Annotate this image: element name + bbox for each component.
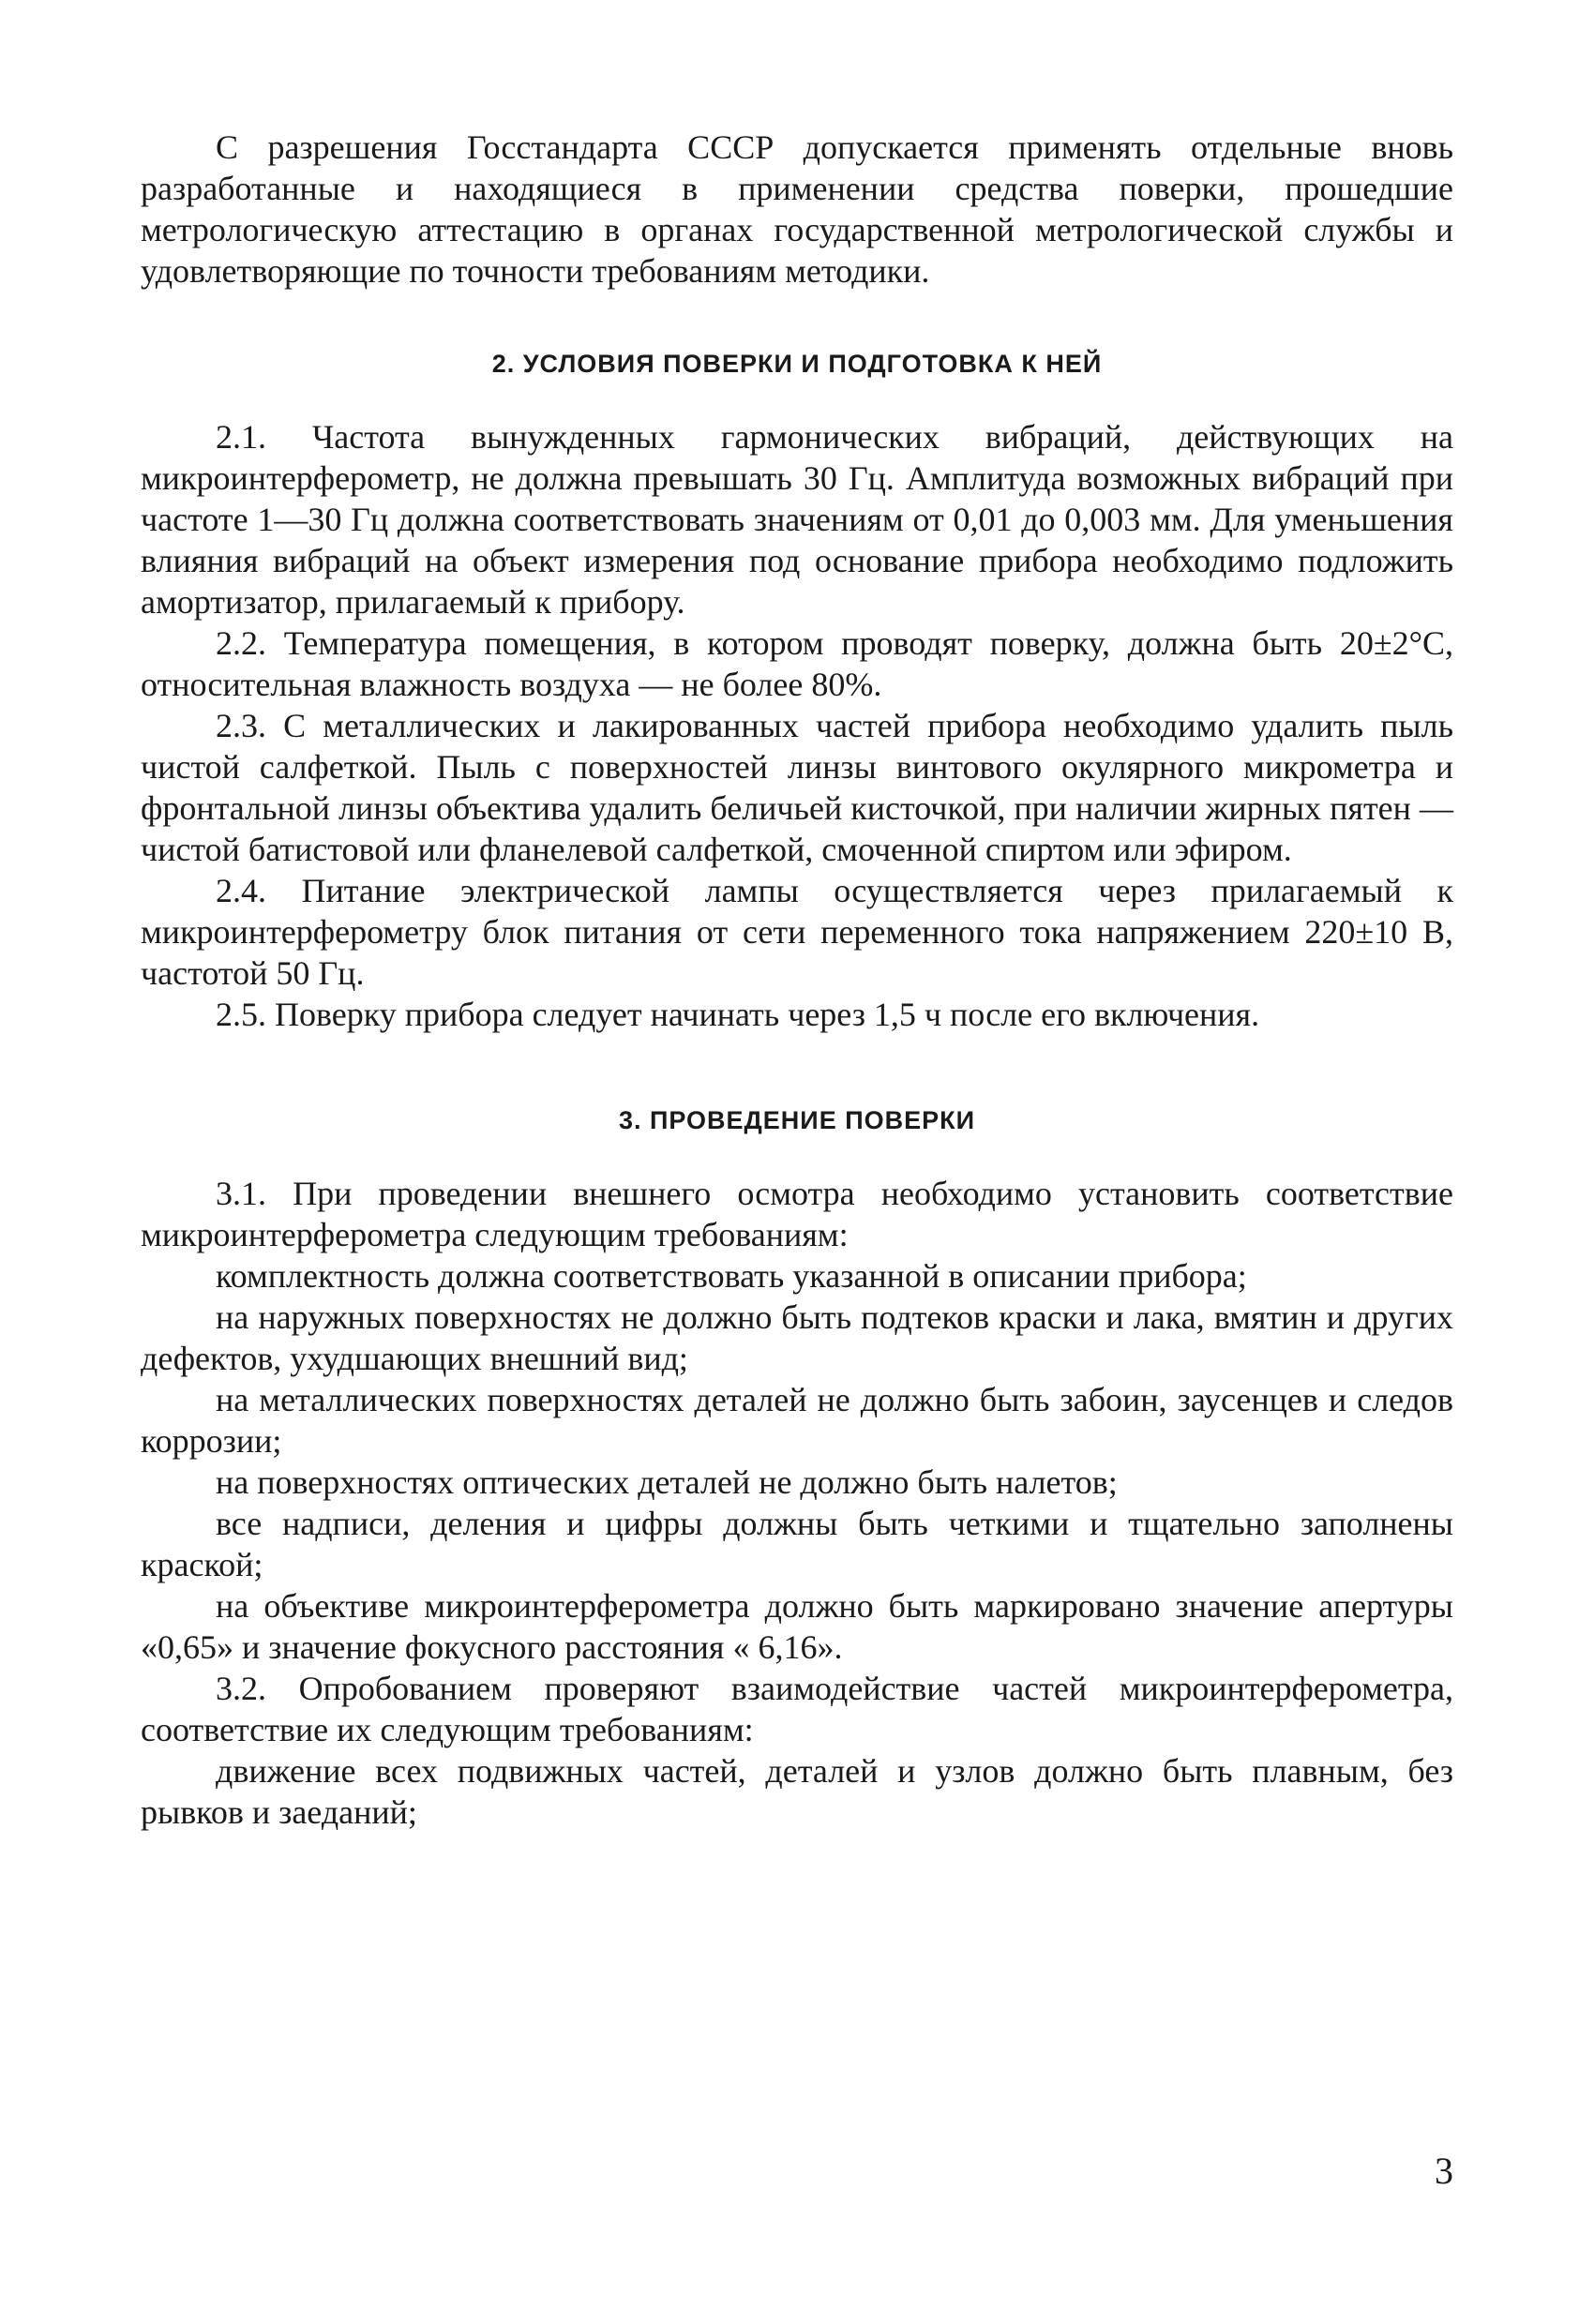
section-2-heading: 2. УСЛОВИЯ ПОВЕРКИ И ПОДГОТОВКА К НЕЙ (491, 350, 1103, 378)
paragraph-2-1: 2.1. Частота вынужденных гармонических вибраций, действующих на микроинтерферометр, не должна превышать 30 Гц. Амплитуда возможных вибраций при частоте 1—30 Гц должна соответствовать значениям от 0,01 до 0,003 мм. Для уменьшения влияния вибраций на объект измерения под основание прибора необходимо подложить амортизатор, прилагаемый к прибору. (141, 418, 1453, 621)
page-number: 3 (1435, 2150, 1453, 2192)
paragraph-2-5: 2.5. Поверку прибора следует начинать через 1,5 ч после его включения. (216, 996, 1260, 1033)
paragraph-2-2: 2.2. Температура помещения, в котором проводят поверку, должна быть 20±2°С, относительная влажность воздуха — не более 80%. (141, 624, 1453, 703)
document-page (141, 127, 1453, 1833)
requirement-movement: движение всех подвижных частей, деталей и узлов должно быть плавным, без рывков и заеданий; (141, 1752, 1453, 1831)
requirement-optical-surfaces: на поверхностях оптических деталей не должно быть налетов; (216, 1463, 1118, 1501)
requirement-objective-marking: на объективе микроинтерферометра должно быть маркировано значение апертуры «0,65» и значение фокусного расстояния « 6,16». (141, 1587, 1453, 1666)
paragraph-2-3: 2.3. С металлических и лакированных частей прибора необходимо удалить пыль чистой салфеткой. Пыль с поверхностей линзы винтового окулярного микрометра и фронтальной линзы объектива удалить беличьей кисточкой, при наличии жирных пятен — чистой батистовой или фланелевой салфеткой, смоченной спиртом или эфиром. (141, 707, 1453, 868)
requirement-metal-surfaces: на металлических поверхностях деталей не должно быть забоин, заусенцев и следов коррозии; (141, 1381, 1453, 1460)
requirement-inscriptions: все надписи, деления и цифры должны быть четкими и тщательно заполнены краской; (141, 1505, 1453, 1583)
requirement-completeness: комплектность должна соответствовать указанной в описании прибора; (216, 1257, 1247, 1295)
paragraph-3-2: 3.2. Опробованием проверяют взаимодействие частей микроинтерферометра, соответствие их следующим требованиям: (141, 1670, 1453, 1748)
intro-paragraph: С разрешения Госстандарта СССР допускается применять отдельные вновь разработанные и находящиеся в применении средства поверки, прошедшие метрологическую аттестацию в органах государственной метрологической службы и удовлетворяющие по точности требованиям методики. (141, 128, 1453, 290)
requirement-outer-surfaces: на наружных поверхностях не должно быть подтеков краски и лака, вмятин и других дефектов, ухудшающих внешний вид; (141, 1298, 1453, 1377)
paragraph-2-4: 2.4. Питание электрической лампы осуществляется через прилагаемый к микроинтерферометру блок питания от сети переменного тока напряжением 220±10 В, частотой 50 Гц. (141, 872, 1453, 992)
section-3-heading: 3. ПРОВЕДЕНИЕ ПОВЕРКИ (618, 1106, 976, 1134)
paragraph-3-1: 3.1. При проведении внешнего осмотра необходимо установить соответствие микроинтерферометра следующим требованиям: (141, 1175, 1453, 1253)
